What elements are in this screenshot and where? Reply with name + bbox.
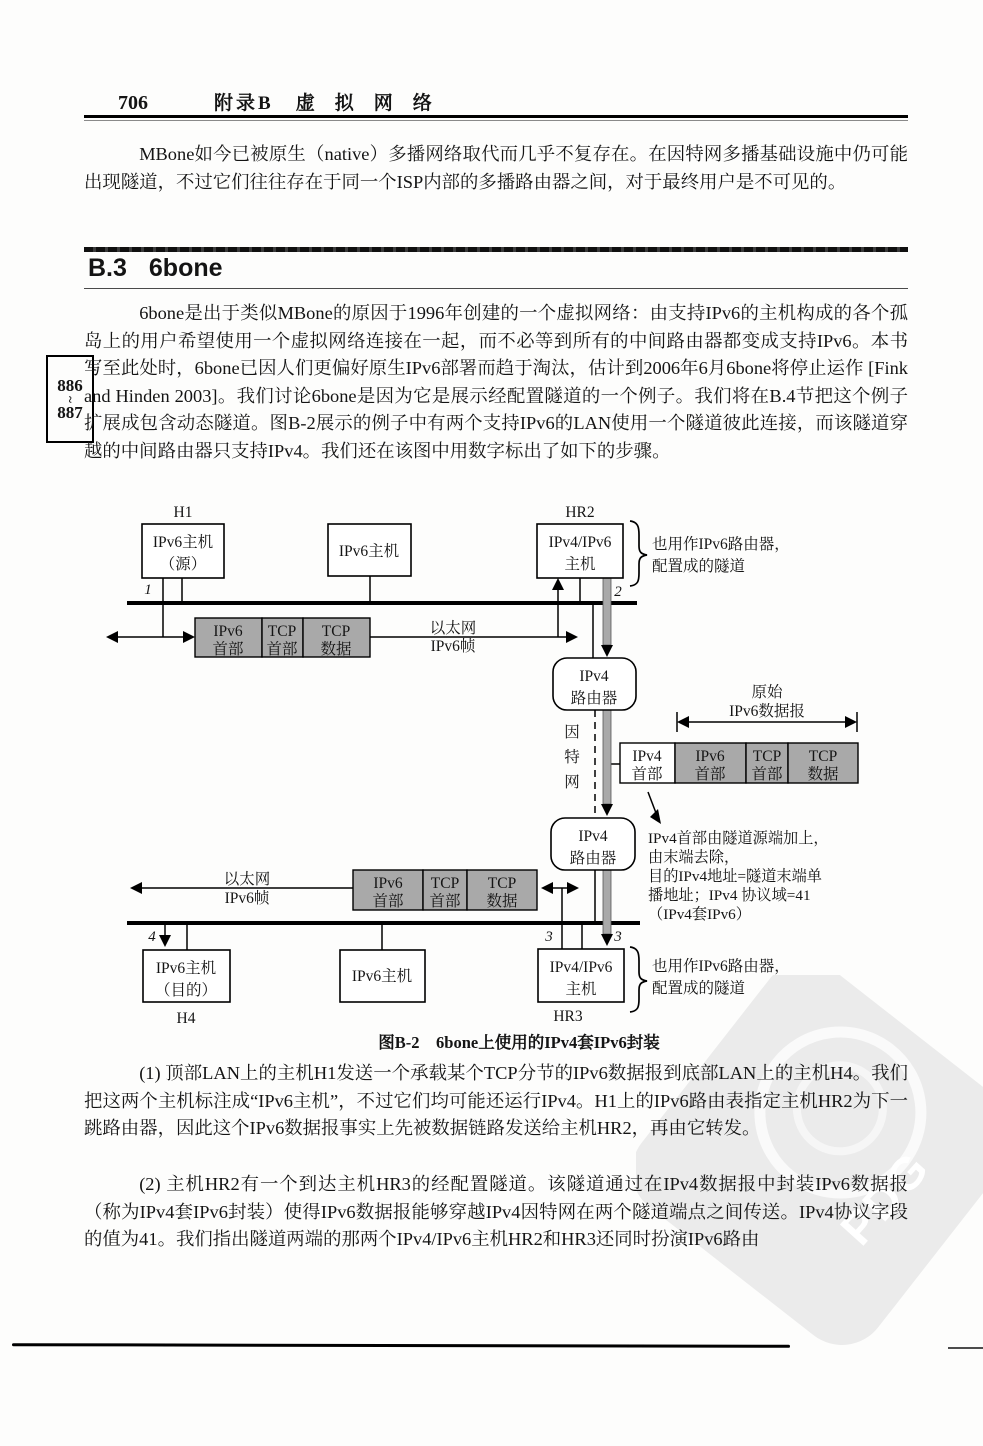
router2-box-label: 路由器 xyxy=(569,850,617,867)
hr3-box-label: IPv4/IPv6 xyxy=(549,959,613,976)
paragraph-step2: (2) 主机HR2有一个到达主机HR3的经配置隧道。该隧道通过在IPv4数据报中封装IPv6数据报（称为IPv4套IPv6封装）使得IPv6数据报能够穿越IPv4因特网在两个隧道端点之间传送。IPv4协议字段的值为41。我们指出隧道两端的那两个IPv4/IPv6主机HR2和HR3还同时扮演IPv6路由 xyxy=(84,1174,908,1249)
internet-label: 网 xyxy=(564,774,580,791)
encap-note-line: 目的IPv4地址=隧道末端单 xyxy=(648,868,822,885)
arrow-right-icon xyxy=(567,882,579,894)
arrow-right-icon xyxy=(566,631,578,643)
tunnel-arrowhead-icon xyxy=(601,804,613,816)
arrow-down-icon xyxy=(159,935,171,947)
packet-label: 首部 xyxy=(694,766,726,783)
h1-box-label: （源） xyxy=(159,556,207,573)
packet-label: IPv6 xyxy=(373,875,403,892)
paragraph-6bone: 6bone是出于类似MBone的原因于1996年创建的一个虚拟网络：由支持IPv6的主机构成的各个孤岛上的用户希望使用一个虚拟网络连接在一起，而不必等到所有的中间路由器都变成支持IPv6。本书写至此处时，6bone已因人们更偏好原生IPv6部署而趋于淘汰，估计到2006年6月6bone将停止运作 [Fink and Hinden 2003]。我们讨论6bone是因为它是展示经配置隧道的一个例子。我们将在B.4节把这个例子扩展成包含动态隧道。图B-2展示的例子中有两个支持IPv6的LAN使用一个隧道彼此连接，而该隧道穿越的中间路由器只支持IPv4。我们还在该图中用数字标出了如下的步骤。 xyxy=(84,303,908,461)
packet-label: 数据 xyxy=(320,641,352,658)
bottom-frame-packet xyxy=(353,870,537,910)
packet-label: 首部 xyxy=(372,893,404,910)
router1-box-label: IPv4 xyxy=(579,668,609,685)
hr2-node-label: HR2 xyxy=(565,505,595,521)
encap-note-line: 播地址；IPv4 协议域=41 xyxy=(648,887,811,904)
hr3-box-label: 主机 xyxy=(565,981,597,998)
tunnel-arrowhead-icon xyxy=(601,645,613,657)
hr2-tunnel-note: 也用作IPv6路由器， xyxy=(652,536,790,553)
packet-label: 数据 xyxy=(486,893,518,910)
page-header xyxy=(84,88,908,115)
hr3-brace-icon xyxy=(630,947,647,1012)
page-number: 706 xyxy=(118,92,148,114)
section-heading xyxy=(88,254,223,283)
original-datagram-label: 原始 xyxy=(751,684,783,701)
internet-label: 因 xyxy=(564,724,580,741)
h1-node-label: H1 xyxy=(173,505,193,521)
header-rule xyxy=(84,115,908,118)
margin-tilde: ~ xyxy=(62,395,78,403)
step-number-3: 3 xyxy=(614,929,622,945)
section-heading-bar xyxy=(84,247,908,252)
scan-artifact-line xyxy=(948,1347,983,1349)
packet-label: TCP xyxy=(487,875,517,892)
paragraph-step1: (1) 顶部LAN上的主机H1发送一个承载某个TCP分节的IPv6数据报到底部LAN上的主机H4。我们把这两个主机标注成“IPv6主机”，不过它们均可能还运行IPv4。H1上的IPv6路由表指定主机HR2为下一跳路由器，因此这个IPv6数据报事实上先被数据链路发送给主机HR2，再由它转发。 xyxy=(84,1063,908,1138)
router1-box-label: 路由器 xyxy=(570,690,618,707)
internet-label: 特 xyxy=(564,749,580,766)
tunnel-arrowhead-icon xyxy=(601,934,613,946)
ethernet-label: 以太网 xyxy=(223,871,271,888)
packet-label: 首部 xyxy=(429,893,461,910)
packet-label: 首部 xyxy=(212,641,244,658)
hr2-brace-icon xyxy=(630,521,647,586)
section-name: 6bone xyxy=(148,254,223,282)
packet-label: TCP xyxy=(808,748,838,765)
packet-label: 数据 xyxy=(807,766,839,783)
hr2-box-label: 主机 xyxy=(564,556,596,573)
encap-note-line: 由末端去除， xyxy=(648,849,740,866)
appendix-label: 附录B xyxy=(214,93,274,114)
ethernet-label: 以太网 xyxy=(429,620,477,637)
encap-note-line: （IPv4套IPv6） xyxy=(648,906,751,923)
top-frame-packet xyxy=(195,618,370,658)
margin-page-from: 886 xyxy=(57,375,83,395)
router2-box-label: IPv4 xyxy=(578,828,608,845)
arrow-left-icon xyxy=(541,882,553,894)
arrow-up-icon xyxy=(552,578,564,590)
tunnel-arrow-bars xyxy=(603,578,611,934)
chapter-title: 虚拟网络 xyxy=(295,93,452,114)
hr3-tunnel-note: 也用作IPv6路由器， xyxy=(652,958,790,975)
packet-label: TCP xyxy=(752,748,782,765)
packet-label: 首部 xyxy=(266,641,298,658)
scan-artifact-line xyxy=(12,1343,790,1347)
ethernet-label: IPv6帧 xyxy=(430,638,476,655)
figure-b2-diagram xyxy=(0,505,983,1025)
top-mid-box-label: IPv6主机 xyxy=(338,543,400,560)
packet-label: IPv4 xyxy=(632,748,662,765)
h1-box-label: IPv6主机 xyxy=(152,534,214,551)
packet-label: 首部 xyxy=(631,766,663,783)
hr2-box-label: IPv4/IPv6 xyxy=(548,534,612,551)
h4-box-label: IPv6主机 xyxy=(155,960,217,977)
packet-label: IPv6 xyxy=(213,623,243,640)
encapsulated-packet xyxy=(620,743,858,783)
step-number-2: 2 xyxy=(614,584,622,600)
packet-label: TCP xyxy=(321,623,351,640)
header-rule-thin xyxy=(84,120,908,121)
encap-note-line: IPv4首部由隧道源端加上， xyxy=(648,830,829,847)
step-number-1: 1 xyxy=(144,582,152,598)
section-heading-rule xyxy=(84,288,908,289)
hr2-tunnel-note: 配置成的隧道 xyxy=(652,558,746,575)
hr3-node-label: HR3 xyxy=(553,1008,583,1025)
paragraph-mbone: MBone如今已被原生（native）多播网络取代而几乎不复存在。在因特网多播基础设施中仍可能出现隧道，不过它们往往存在于同一个ISP内部的多播路由器之间，对于最终用户是不可见的。 xyxy=(84,144,908,192)
figure-caption: 图B-2 6bone上使用的IPv4套IPv6封装 xyxy=(378,1033,660,1052)
packet-label: 首部 xyxy=(751,766,783,783)
h4-node-label: H4 xyxy=(176,1010,196,1025)
watermark-pdg-text: PDG xyxy=(830,1141,940,1255)
span-arrow-right-icon xyxy=(845,716,857,728)
h4-box-label: （目的） xyxy=(154,982,218,999)
packet-label: IPv6 xyxy=(695,748,725,765)
step-number-4: 4 xyxy=(148,929,156,945)
arrow-left-icon xyxy=(130,882,142,894)
arrow-right-icon xyxy=(183,631,195,643)
section-number: B.3 xyxy=(88,254,127,282)
bottom-mid-box-label: IPv6主机 xyxy=(351,968,413,985)
packet-label: TCP xyxy=(430,875,460,892)
original-datagram-label: IPv6数据报 xyxy=(729,703,805,720)
span-arrow-left-icon xyxy=(677,716,689,728)
hr3-tunnel-note: 配置成的隧道 xyxy=(652,980,746,997)
ethernet-label: IPv6帧 xyxy=(224,890,270,907)
step-number-3: 3 xyxy=(545,929,553,945)
arrow-left-icon xyxy=(106,631,118,643)
packet-label: TCP xyxy=(267,623,297,640)
margin-page-to: 887 xyxy=(57,402,83,422)
